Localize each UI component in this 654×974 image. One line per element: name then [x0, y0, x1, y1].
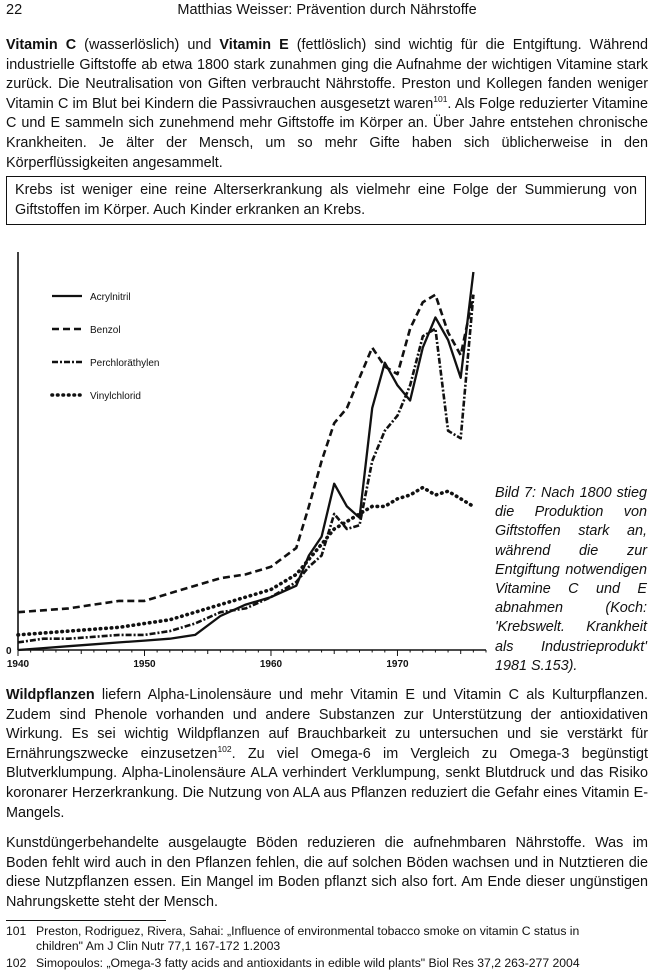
x-tick-label-1970: 1970: [386, 659, 409, 670]
page-number: 22: [6, 2, 23, 18]
legend-label-perchlorthylen: Perchloräthylen: [90, 358, 160, 369]
series-line-vinylchlorid: [18, 488, 473, 635]
paragraph-soil: Kunstdüngerbehandelte ausgelaugte Böden reduzieren die aufnehmbaren Nährstoffe. Was im Boden fehlt wird auch in den Pflanzen fehlen, die auf solchen Böden wachsen und in Nutztieren die diese Nutzpflanzen essen. Ein Mangel im Boden pflanzt sich also fort. Am Ende dieser ungünstigen Nahrungskette steht der Mensch.: [6, 835, 648, 910]
paragraph-text: . Zu viel Omega-6 im Vergleich zu Omega-3 begünstigt Blutverklumpung. Alpha-Linolensäure ALA verhindert Verklumpung, senkt Blutdruck und das Risiko koronarer Herzerkrankung. Die Nutzung von ALA aus Pflanzen reduziert die Gefahr eines Vitamin E-Mangels.: [6, 745, 648, 821]
x-tick-label-1940: 1940: [6, 659, 30, 670]
footnote-text-cont: children" Am J Clin Nutr 77,1 167-172 1.2003: [36, 938, 281, 953]
callout-box: Krebs ist weniger eine reine Alterserkrankung als vielmehr eine Folge der Summierung von Giftstoffen im Körper. Auch Kinder erkranken an Krebs.: [6, 176, 646, 225]
figure-chart: [0, 240, 492, 670]
series-line-benzol: [18, 295, 473, 613]
footnote-number: 101: [6, 924, 27, 938]
paragraph-text: . Als Folge reduzierter Vitamine C und E sammeln sich zunehmend mehr Giftstoffe im Körper an. Über Jahre entstehen chronische Krankheiten. Je älter der Mensch, um so mehr Gifte haben sich üblicherweise in den Körperflüssigkeiten angesammelt.: [6, 95, 648, 171]
page-header: [6, 2, 648, 22]
paragraph-vitamins: [6, 36, 648, 173]
term-vitamin-c: Vitamin C: [6, 37, 77, 53]
legend-label-vinylchlorid: Vinylchlorid: [90, 391, 141, 402]
footnote-101: [6, 924, 648, 953]
term-vitamin-e: Vitamin E: [219, 37, 289, 53]
x-tick-label-1960: 1960: [259, 659, 283, 670]
chart-svg: [0, 240, 492, 670]
footnote-divider: [6, 920, 166, 921]
x-tick-label-1950: 1950: [133, 659, 156, 670]
footnote-ref-102[interactable]: 102: [217, 743, 232, 754]
series-line-perchlorthylen: [18, 295, 473, 643]
footnote-ref-101[interactable]: 101: [433, 93, 448, 104]
footnote-number: 102: [6, 956, 27, 970]
paragraph-text: liefern Alpha-Linolensäure und mehr Vitamin E und Vitamin C als Kulturpflanzen. Zudem sind Phenole vorhanden und andere Substanzen zur Unterstützung der antioxidativen Wirkung. Es sei wichtig Wildpflanzen auf Brauchbarkeit zu untersuchen und sie verstärkt für Ernährungszwecke einzusetzen: [6, 687, 648, 762]
term-wildpflanzen: Wildpflanzen: [6, 687, 95, 703]
legend-label-benzol: Benzol: [90, 325, 121, 336]
running-title: Matthias Weisser: Prävention durch Nährstoffe: [177, 2, 477, 18]
footnote-text: Preston, Rodriguez, Rivera, Sahai: „Influence of environmental tobacco smoke on vitamin C status in: [36, 924, 580, 938]
footnote-text: Simopoulos: „Omega-3 fatty acids and antioxidants in edible wild plants" Biol Res 37,2 263-277 2004: [36, 956, 580, 970]
paragraph-text: (fettlöslich) sind wichtig für die Entgiftung. Während industrielle Giftstoffe ab etwa 1800 stark zunahmen ging die Aufnahme der wichtigen Vitamine stark zurück. Die Neutralisation von Giften verbraucht Nährstoffe. Preston und Kollegen fanden weniger Vitamin C im Blut bei Kindern die Passivrauchen ausgesetzt waren: [6, 37, 649, 112]
y-tick-label: 0: [6, 646, 12, 657]
figure-caption: Bild 7: Nach 1800 stieg die Produktion von Giftstoffen stark an, während die zur Entgiftung notwendigen Vitamine C und E abnahmen (Koch: 'Krebswelt. Krankheit als Industrieprodukt' 1981 S.153).: [495, 485, 647, 674]
series-line-acrylnitril: [18, 272, 473, 650]
footnote-102: [6, 956, 648, 971]
paragraph-wild-plants: [6, 686, 648, 823]
paragraph-text: (wasserlöslich) und: [76, 37, 220, 53]
legend-label-acrylnitril: Acrylnitril: [90, 292, 131, 303]
